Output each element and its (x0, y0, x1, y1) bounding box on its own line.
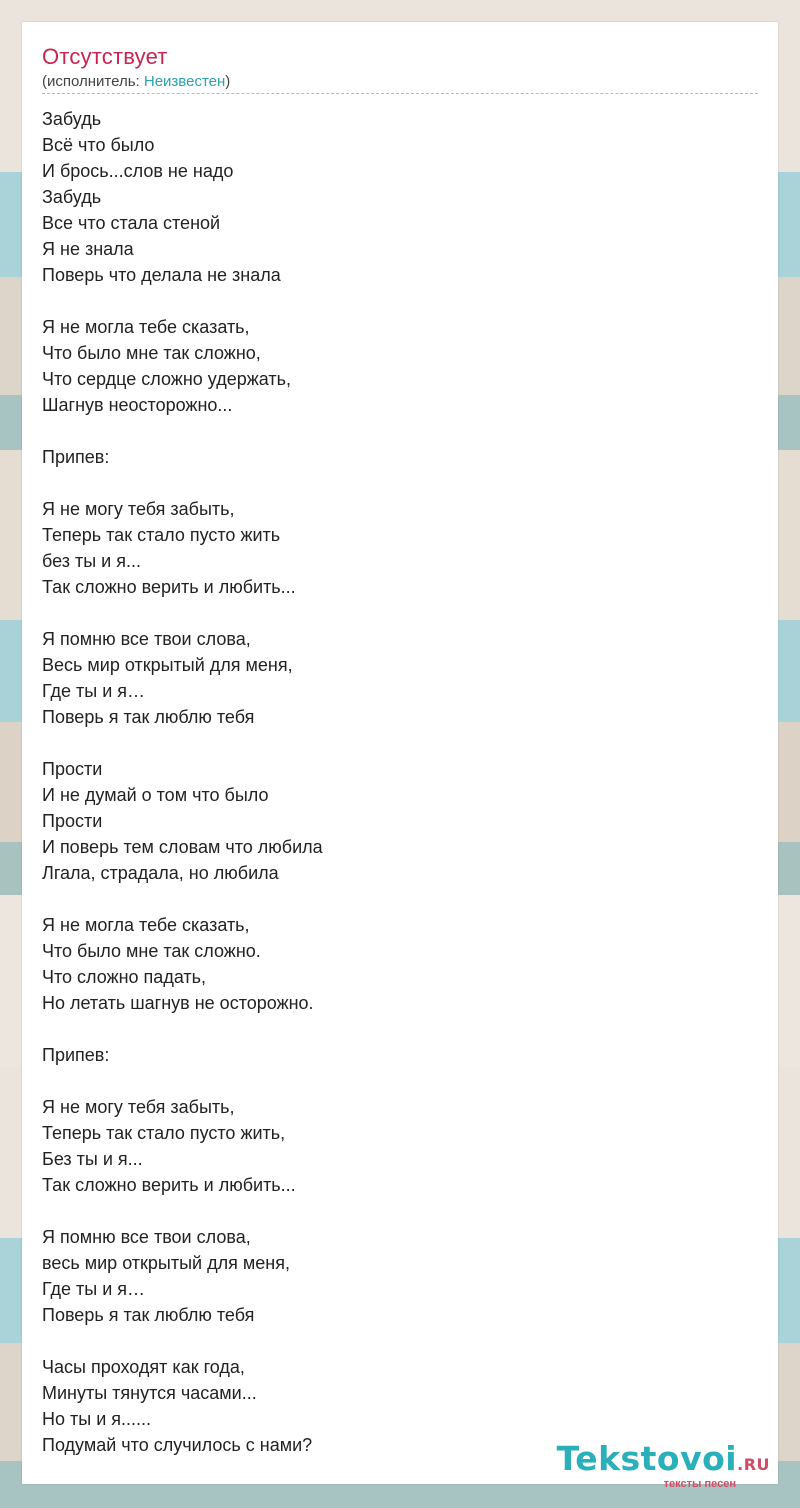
lyric-line: И не думай о том что было (42, 785, 269, 805)
lyrics-text (42, 106, 323, 1458)
lyric-line (42, 886, 323, 912)
lyric-line: Я не могла тебе сказать, (42, 915, 250, 935)
lyrics-card (22, 22, 778, 1490)
lyric-line (42, 418, 323, 444)
lyric-line: Всё что было (42, 135, 155, 155)
lyric-line: Поверь что делала не знала (42, 265, 281, 285)
lyric-line: Весь мир открытый для меня, (42, 655, 293, 675)
lyric-line: Теперь так стало пусто жить (42, 525, 281, 545)
lyric-line: Прости (42, 759, 103, 779)
lyric-line (42, 1198, 323, 1224)
lyric-line: Поверь я так люблю тебя (42, 707, 255, 727)
lyric-line (42, 1068, 323, 1094)
lyric-line: Прости (42, 811, 103, 831)
lyric-line: Я помню все твои слова, (42, 629, 251, 649)
artist-line (42, 73, 230, 90)
lyric-line: Что сердце сложно удержать, (42, 369, 291, 389)
lyric-line: Но ты и я...... (42, 1409, 152, 1429)
lyric-line: И поверь тем словам что любила (42, 837, 323, 857)
lyric-line: Часы проходят как года, (42, 1357, 245, 1377)
lyric-line: Лгала, страдала, но любила (42, 863, 279, 883)
lyric-line (42, 1328, 323, 1354)
lyric-line: Забудь (42, 109, 102, 129)
lyric-line: Подумай что случилось с нами? (42, 1435, 313, 1455)
lyric-line (42, 1016, 323, 1042)
artist-link[interactable]: Неизвестен (143, 73, 226, 90)
lyric-line (42, 288, 323, 314)
logo-wordmark (556, 1439, 770, 1482)
lyric-line: Что сложно падать, (42, 967, 207, 987)
lyric-line: Так сложно верить и любить... (42, 1175, 296, 1195)
lyric-line: Поверь я так люблю тебя (42, 1305, 255, 1325)
lyric-line: Припев: (42, 447, 110, 467)
lyric-line (42, 470, 323, 496)
lyric-line: без ты и я... (42, 551, 141, 571)
lyric-line: Так сложно верить и любить... (42, 577, 296, 597)
lyric-line: Где ты и я… (42, 1279, 146, 1299)
lyric-line: Припев: (42, 1045, 110, 1065)
logo-tld: .RU (737, 1455, 770, 1474)
lyric-line: весь мир открытый для меня, (42, 1253, 290, 1273)
lyric-line: Минуты тянутся часами... (42, 1383, 257, 1403)
lyric-line: Где ты и я… (42, 681, 146, 701)
title-divider (42, 93, 758, 94)
lyric-line: Но летать шагнув не осторожно. (42, 993, 314, 1013)
lyric-line: Я не могу тебя забыть, (42, 499, 235, 519)
artist-suffix: ) (225, 73, 231, 90)
lyric-line: И брось...слов не надо (42, 161, 234, 181)
logo-tagline: тексты песен (663, 1478, 736, 1490)
lyric-line (42, 730, 323, 756)
lyric-line (42, 600, 323, 626)
artist-prefix: (исполнитель: (42, 73, 144, 90)
lyric-line: Все что стала стеной (42, 213, 221, 233)
lyric-line: Теперь так стало пусто жить, (42, 1123, 286, 1143)
logo-name: Tekstovoi (556, 1439, 738, 1478)
lyric-line: Без ты и я... (42, 1149, 143, 1169)
lyric-line: Забудь (42, 187, 102, 207)
song-title: Отсутствует (42, 44, 168, 69)
lyric-line: Что было мне так сложно, (42, 343, 261, 363)
lyric-line: Я помню все твои слова, (42, 1227, 251, 1247)
lyric-line: Я не могу тебя забыть, (42, 1097, 235, 1117)
site-logo[interactable] (556, 1439, 770, 1490)
lyric-line: Что было мне так сложно. (42, 941, 261, 961)
lyric-line: Шагнув неосторожно... (42, 395, 233, 415)
lyric-line: Я не могла тебе сказать, (42, 317, 250, 337)
lyric-line: Я не знала (42, 239, 134, 259)
